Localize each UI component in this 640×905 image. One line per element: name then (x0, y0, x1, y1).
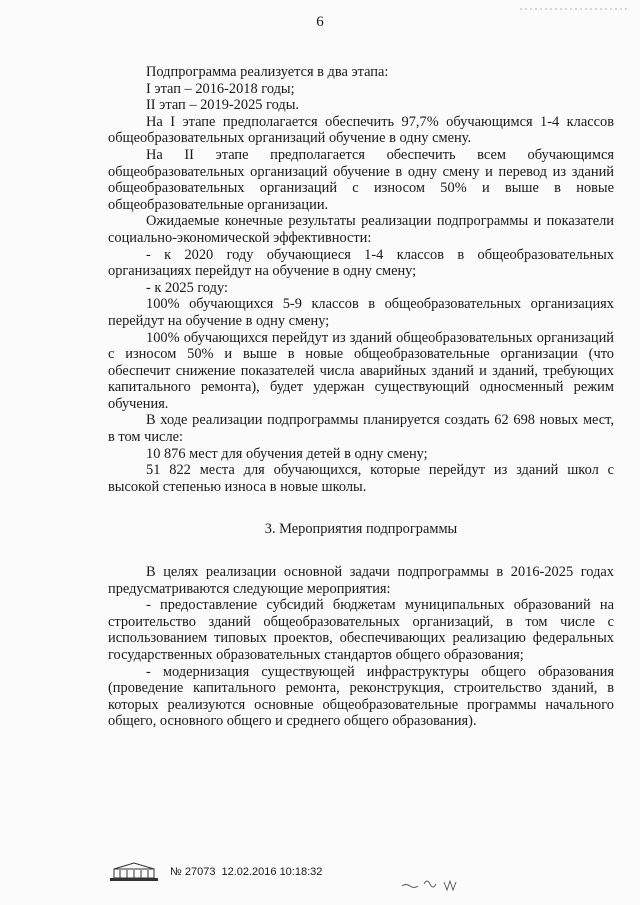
paragraph-4: На II этапе предполагается обеспечить всем обучающимся общеобразовательных организаций обучение в одну смену и перевод из зданий общеобразовательных организаций с износом 50% и выше в новые общеобразовательные организации. (108, 146, 614, 213)
paragraph-1: I этап – 2016-2018 годы; (146, 80, 295, 97)
registration-timestamp: 12.02.2016 10:18:32 (221, 866, 323, 878)
paragraph-6: - к 2020 году обучающиеся 1-4 классов в общеобразовательных организациях перейдут на обучение в одну смену; (108, 246, 614, 280)
paragraph-9: 100% обучающихся перейдут из зданий общеобразовательных организаций с износом 50% и выше в новые общеобразовательные организации (что обеспечит снижение показателей числа аварийных зданий и зданий, требующих капитального ремонта), будет удержан существующий односменный режим обучения. (108, 329, 614, 412)
registration-number: № 27073 (170, 866, 216, 878)
paragraph-12: 51 822 места для обучающихся, которые перейдут из зданий школ с высокой степенью износа в новые школы. (108, 462, 614, 495)
paragraph-2: II этап – 2019-2025 годы. (146, 97, 299, 114)
paragraph-5: Ожидаемые конечные результаты реализации подпрограммы и показатели социально-экономической эффективности: (108, 213, 614, 246)
paragraph-8: 100% обучающихся 5-9 классов в общеобразовательных организациях перейдут на обучение в одну смену; (108, 296, 614, 329)
section-paragraph-2: - модернизация существующей инфраструктуры общего образования (проведение капитального ремонта, реконструкция, строительство зданий, в которых реализуются основные общеобразовательные программы начального общего, основного общего и среднего общего образования). (108, 663, 614, 730)
paragraph-list (108, 64, 614, 495)
government-building-icon (108, 861, 160, 883)
paragraph-10: В ходе реализации подпрограммы планируется создать 62 698 новых мест, в том числе: (108, 412, 614, 446)
paragraph-0: Подпрограмма реализуется в два этапа: (146, 64, 389, 80)
section-paragraph-1: - предоставление субсидий бюджетам муниципальных образований на строительство зданий общеобразовательных организаций, в том числе с использованием типовых проектов, обеспечивающих реализацию федеральных государственных образовательных стандартов общего образования; (108, 597, 614, 663)
section-paragraph-list (108, 564, 614, 730)
page-number: 6 (316, 14, 324, 30)
handwritten-mark (400, 872, 480, 892)
document-footer (108, 860, 322, 884)
document-body (108, 64, 614, 730)
section-paragraph-0: В целях реализации основной задачи подпрограммы в 2016-2025 годах предусматриваются следующие мероприятия: (108, 564, 614, 597)
paragraph-11: 10 876 мест для обучения детей в одну смену; (146, 445, 428, 462)
scan-artifact-top (520, 6, 630, 12)
section-heading: 3. Мероприятия подпрограммы (264, 521, 458, 538)
paragraph-7: - к 2025 году: (146, 279, 229, 296)
paragraph-3: На I этапе предполагается обеспечить 97,7% обучающимся 1-4 классов общеобразовательных организаций обучение в одну смену. (108, 113, 614, 147)
